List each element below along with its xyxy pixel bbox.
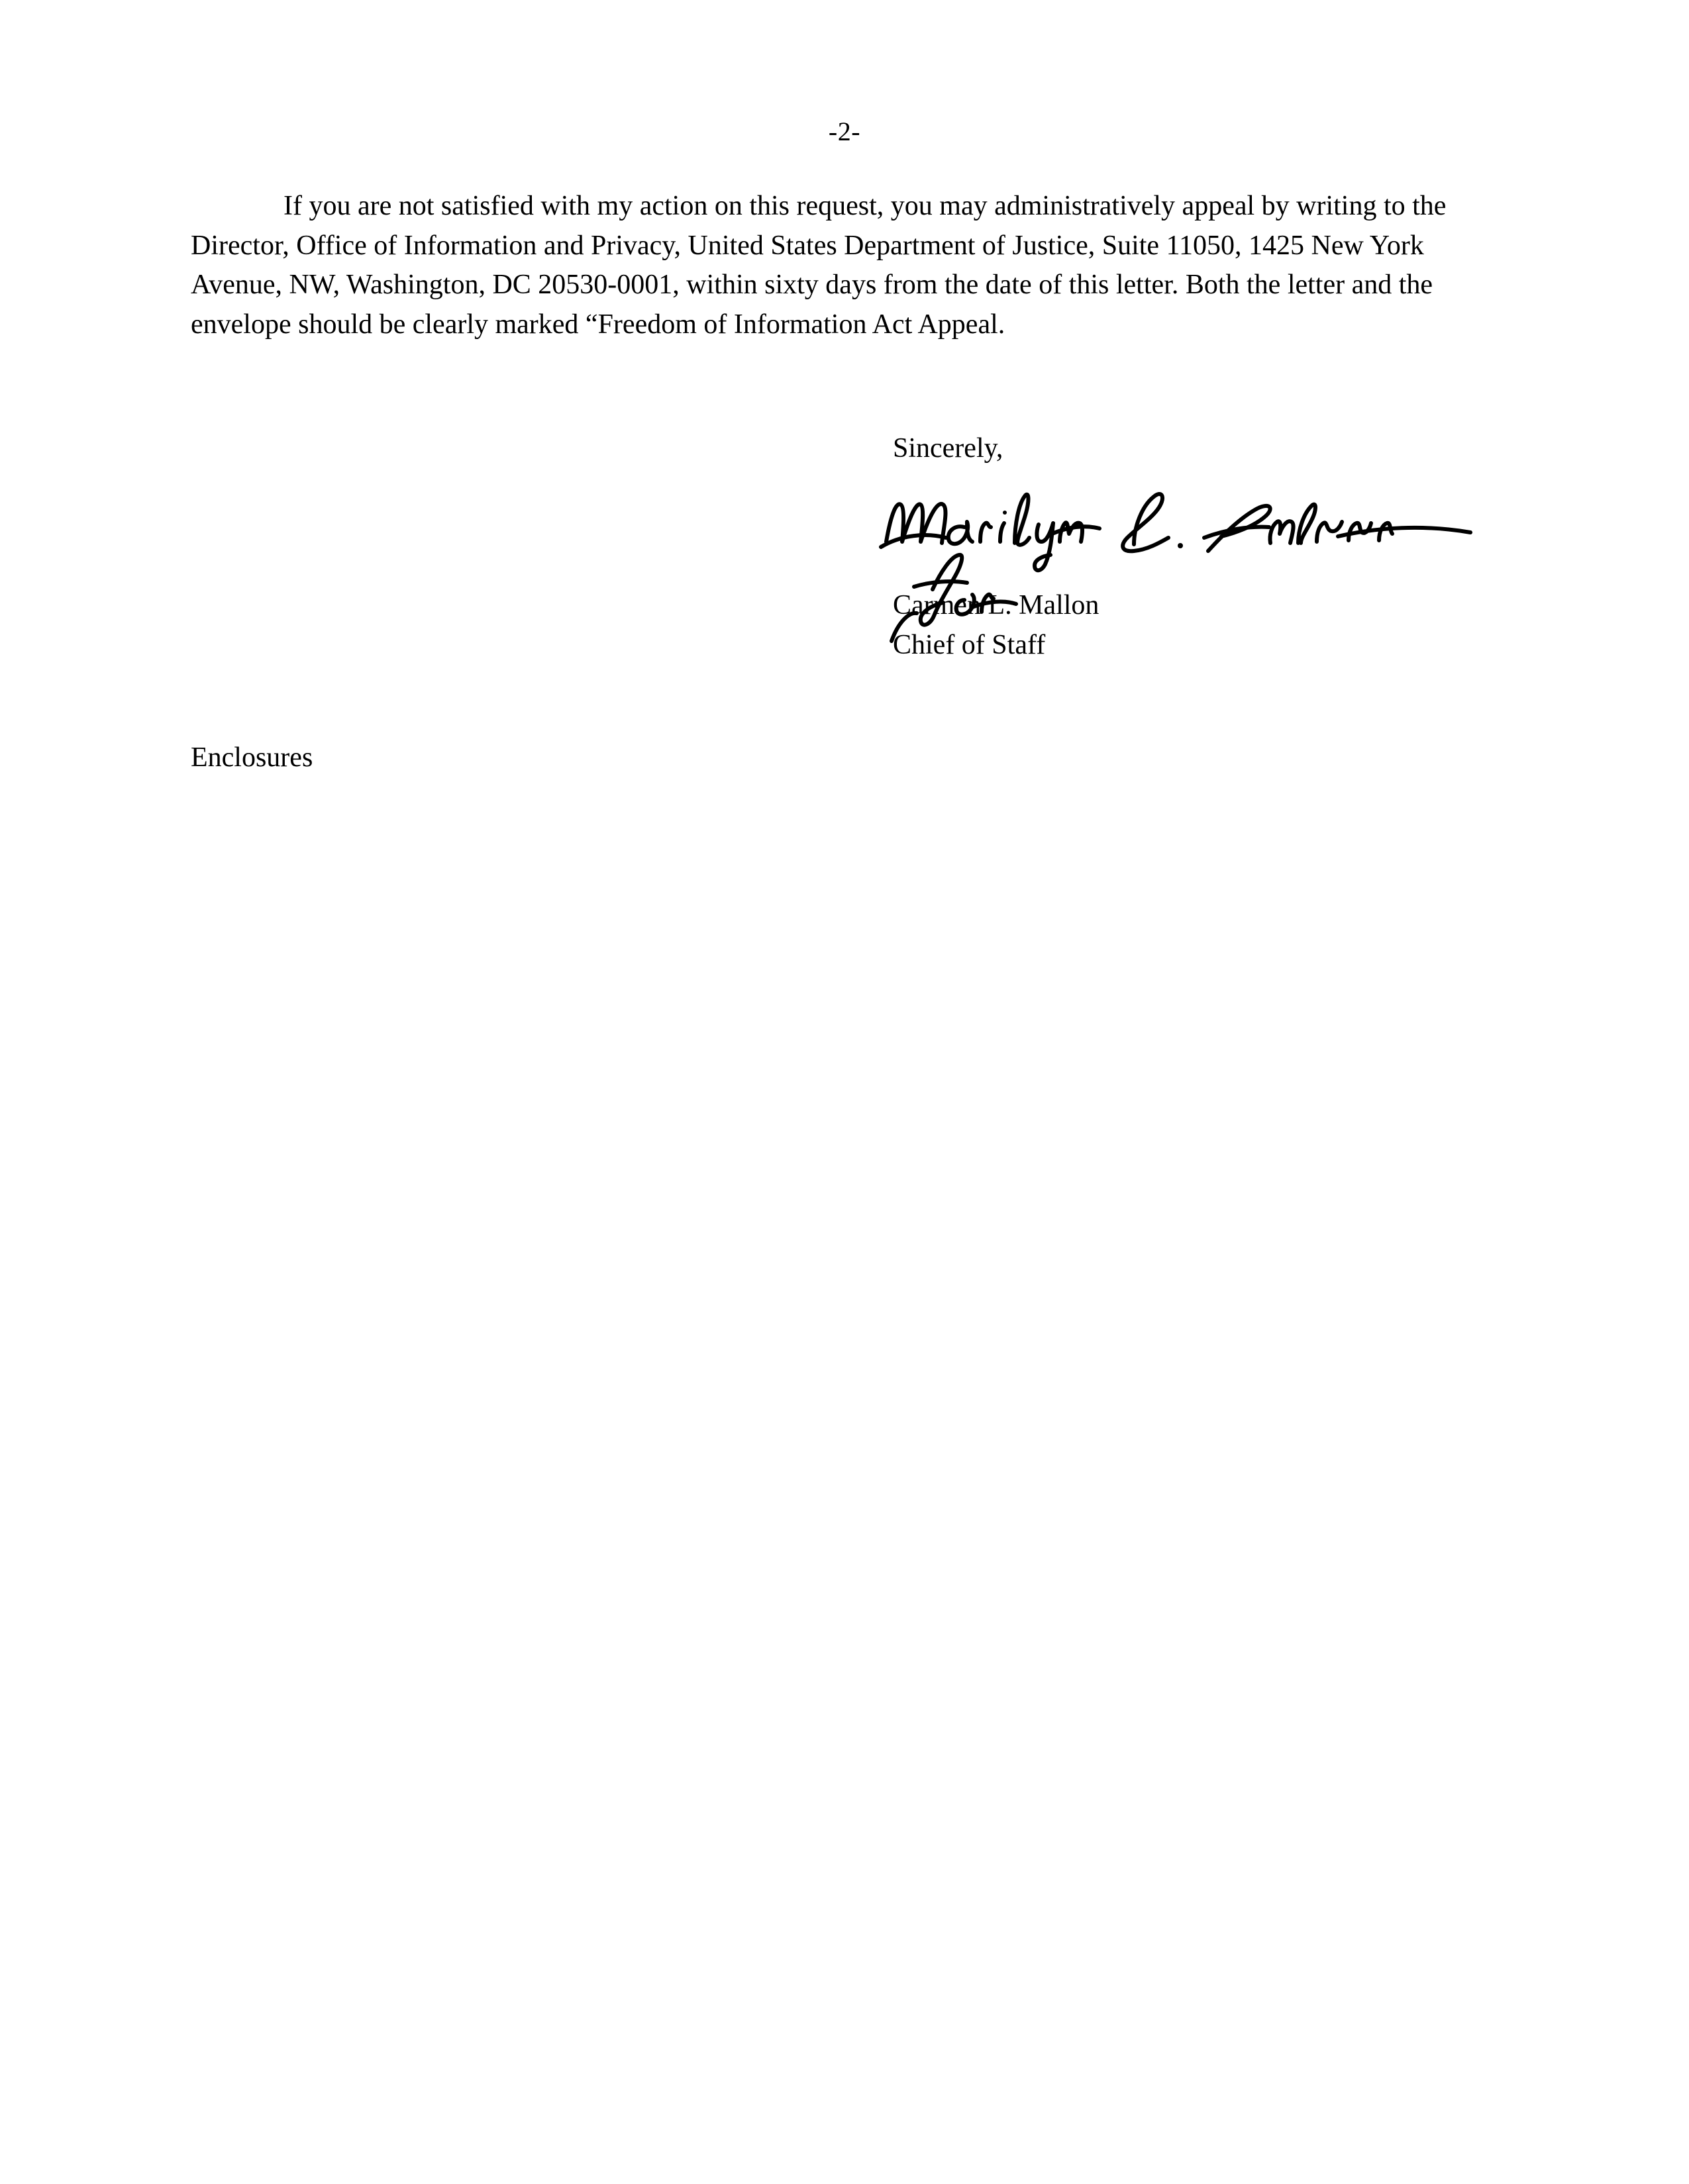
body-text: [191, 187, 1492, 345]
signature-block: [893, 586, 1099, 665]
signer-title: Chief of Staff: [893, 629, 1046, 660]
signer-name: Carmen L. Mallon: [893, 590, 1100, 620]
closing-salutation: Sincerely,: [893, 433, 1003, 464]
paragraph: If you are not satisfied with my action on this request, you may administratively appeal by writing to the Director, Office of Information and Privacy, United States Department of Justice, Suite 11050, 1425 New York Avenue, NW, Washington, DC 20530-0001, within sixty days from the date of this letter. Both the letter and the envelope should be clearly marked “Freedom of Information Act Appeal.: [191, 191, 1447, 340]
enclosures-note: Enclosures: [191, 742, 313, 773]
page-number: -2-: [828, 117, 861, 146]
